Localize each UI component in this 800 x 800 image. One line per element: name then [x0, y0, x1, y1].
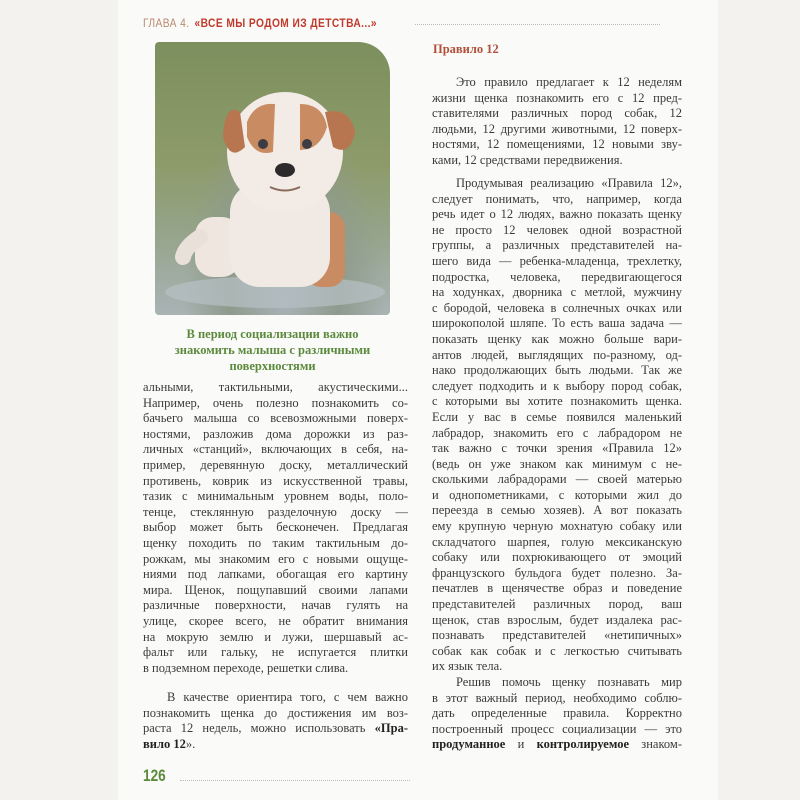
- text-line: [143, 396, 408, 412]
- text-segment: познавать представителей «нетипичных»: [432, 628, 682, 643]
- text-segment: в этот важный период, необходимо соблю-: [432, 690, 682, 705]
- page-number: 126: [143, 766, 166, 785]
- text-segment: на мокрую землю и лужи, шершавый ас-: [143, 629, 408, 644]
- left-column-paragraph-2: [143, 690, 408, 752]
- text-segment: жизни щенка познакомить его с 12 пред-: [432, 90, 682, 105]
- text-line: [432, 223, 682, 239]
- text-segment: группы, а различных представителей на-: [432, 238, 682, 253]
- text-line: [143, 552, 408, 568]
- text-line: [432, 75, 682, 91]
- text-segment: ниями под лапками, обогащая его картину: [143, 567, 408, 582]
- text-segment: переезда в семью хозяев). А вот показать: [432, 503, 682, 518]
- text-segment: Это правило предлагает к 12 неделям: [456, 75, 682, 89]
- caption-line: В период социализации важно: [186, 327, 359, 341]
- text-line: [432, 176, 682, 192]
- text-segment: (ведь он уже знаком как минимум с не-: [432, 456, 682, 471]
- text-segment: познакомить щенка до достижения им воз-: [143, 705, 408, 720]
- text-line: [143, 474, 408, 490]
- text-line: [432, 270, 682, 286]
- text-segment: Например, очень полезно познакомить со-: [143, 395, 408, 410]
- text-segment: В качестве ориентира того, с чем важно: [167, 690, 408, 704]
- text-segment: следует понимать, что, например, когда: [432, 191, 682, 206]
- text-line: [432, 519, 682, 535]
- section-heading: Правило 12: [433, 42, 499, 56]
- text-line: [432, 363, 682, 379]
- text-segment: речь идет о 12 людях, важно показать щенку: [432, 207, 682, 222]
- text-line: [432, 597, 682, 613]
- text-line: [432, 207, 682, 223]
- text-segment: представителей различных пород, ваш: [432, 597, 682, 612]
- text-segment: тазик с минимальным уровнем воды, поло-: [143, 489, 408, 504]
- text-line: [143, 721, 408, 737]
- right-paragraph-3: [432, 675, 682, 753]
- text-segment: и однопометниками, с которыми жил до: [432, 487, 682, 502]
- text-segment: мира. Щенок, пощупавший своими лапами: [143, 582, 408, 597]
- text-segment: дать определенные правила. Корректно: [432, 706, 682, 721]
- text-line: [143, 645, 408, 661]
- text-line: [432, 472, 682, 488]
- text-segment: Если у вас в семье появился маленький: [432, 409, 682, 424]
- text-segment: в подземном переходе, решетки слива.: [143, 660, 349, 675]
- bold-text: вило 12: [143, 736, 186, 751]
- text-line: [143, 411, 408, 427]
- text-line: [143, 630, 408, 646]
- chapter-number: ГЛАВА 4.: [143, 16, 190, 30]
- text-line: [432, 301, 682, 317]
- bold-text: «Пра-: [374, 721, 408, 736]
- text-segment: Продумывая реализацию «Правила 12»,: [456, 176, 682, 190]
- right-paragraph-1: [432, 75, 682, 169]
- photo-caption: [150, 326, 395, 374]
- text-line: [432, 441, 682, 457]
- text-line: [432, 192, 682, 208]
- text-line: [143, 567, 408, 583]
- text-segment: фальт или гальку, не испугается плитки: [143, 645, 408, 660]
- text-line: [432, 566, 682, 582]
- header-dotted-rule: [415, 24, 660, 25]
- text-line: [143, 520, 408, 536]
- text-segment: на ходунках, дворника с метлой, мужчину: [432, 285, 682, 300]
- text-segment: ».: [185, 736, 196, 751]
- text-segment: раста 12 недель, можно использовать: [143, 721, 375, 736]
- text-segment: ностями, разложив дома дорожки из раз-: [143, 426, 408, 441]
- text-line: [432, 644, 682, 660]
- text-segment: ками, 12 средствами передвижения.: [432, 152, 623, 167]
- text-line: [143, 505, 408, 521]
- text-segment: построенный процесс социализации — это: [432, 721, 682, 736]
- text-line: [143, 598, 408, 614]
- text-segment: собаку или похрюкивающего от эмоций: [432, 550, 682, 565]
- bulldog-puppy-photo: [155, 42, 390, 315]
- text-segment: не просто 12 человек одной возрастной: [432, 222, 682, 237]
- caption-line: знакомить малыша с различными: [174, 343, 371, 357]
- text-line: [432, 316, 682, 332]
- text-line: [432, 394, 682, 410]
- text-line: [143, 458, 408, 474]
- text-line: [432, 106, 682, 122]
- text-segment: подростка, человека, передвигающегося: [432, 269, 682, 284]
- text-line: [432, 348, 682, 364]
- text-line: [432, 581, 682, 597]
- text-line: [432, 737, 682, 753]
- text-line: [432, 91, 682, 107]
- text-line: [143, 583, 408, 599]
- text-segment: антов людей, выглядящих по-разному, од-: [432, 347, 682, 362]
- bold-text: контролируемое: [536, 737, 629, 752]
- text-segment: знаком-: [629, 737, 682, 752]
- text-line: [432, 691, 682, 707]
- text-line: [432, 254, 682, 270]
- footer-dotted-rule: [180, 780, 410, 781]
- text-segment: щенок, став взрослым, будет издалека рас-: [432, 612, 682, 627]
- text-line: [143, 427, 408, 443]
- chapter-title: «ВСЕ МЫ РОДОМ ИЗ ДЕТСТВА...»: [194, 16, 378, 30]
- text-line: [432, 332, 682, 348]
- text-line: [143, 706, 408, 722]
- text-line: [432, 628, 682, 644]
- bold-text: продуманное: [432, 737, 506, 752]
- text-segment: следует подходить и к выбору пород собак,: [432, 378, 682, 393]
- text-segment: французского бульдога будет полезно. За-: [432, 565, 682, 580]
- text-line: [432, 722, 682, 738]
- text-line: [432, 706, 682, 722]
- text-segment: щенку походить по таким тактильным до-: [143, 535, 408, 550]
- text-line: [143, 737, 408, 753]
- text-segment: выбор может быть бесконечен. Предлагая: [143, 520, 408, 535]
- text-line: [432, 659, 682, 675]
- text-segment: лабрадор, знакомить его с лабрадором не: [432, 425, 682, 440]
- text-segment: ностями, 12 помещениями, 12 новыми зву-: [432, 137, 682, 152]
- text-segment: с бородой, человека в солнечных очках или: [432, 300, 682, 315]
- text-segment: пример, деревянную доску, металлический: [143, 457, 408, 472]
- text-segment: печатлев в щенячестве образ и поведение: [432, 581, 682, 596]
- caption-line: поверхностями: [229, 359, 316, 373]
- text-segment: и: [505, 737, 537, 752]
- text-segment: людьми, 12 другими животными, 12 поверх-: [432, 121, 682, 136]
- text-segment: тенце, стеклянную разделочную доску —: [143, 504, 408, 519]
- text-line: [143, 614, 408, 630]
- text-line: [143, 442, 408, 458]
- text-segment: широкополой шляпе. То есть ваша задача —: [432, 316, 682, 331]
- text-line: [432, 550, 682, 566]
- text-segment: ставителями различных пород собак, 12: [432, 106, 682, 121]
- text-segment: различные поверхности, начав гулять на: [143, 598, 408, 613]
- text-line: [432, 613, 682, 629]
- text-segment: бачьего малыша со всевозможными поверх-: [143, 411, 408, 426]
- text-segment: складчатого шарпея, голую мексиканскую: [432, 534, 682, 549]
- text-line: [143, 536, 408, 552]
- text-segment: улице, скорее всего, не обратит внимания: [143, 613, 408, 628]
- text-line: [432, 426, 682, 442]
- text-segment: так важно с точки зрения «Правила 12»: [432, 441, 682, 456]
- text-line: [432, 137, 682, 153]
- text-line: [432, 675, 682, 691]
- text-line: [432, 457, 682, 473]
- text-segment: собак как собак и с легкостью считывать: [432, 643, 682, 658]
- text-line: [432, 238, 682, 254]
- text-segment: шего вида — ребенка-младенца, трехлетку,: [432, 253, 682, 268]
- text-line: [143, 489, 408, 505]
- text-segment: показать щенку как можно больше вари-: [432, 331, 682, 346]
- text-line: [432, 535, 682, 551]
- text-segment: их язык тела.: [432, 659, 503, 674]
- text-line: [432, 122, 682, 138]
- text-line: [432, 285, 682, 301]
- right-paragraph-2: [432, 176, 682, 675]
- text-line: [143, 661, 408, 677]
- text-segment: рожкам, мы знакомим его с новыми ощуще-: [143, 551, 408, 566]
- text-segment: личных «станций», включающих в себя, на-: [143, 442, 408, 457]
- text-line: [432, 503, 682, 519]
- text-segment: нако продолжающих быть людьми. Так же: [432, 363, 682, 378]
- text-segment: противень, коврик из искусственной травы,: [143, 473, 408, 488]
- text-line: [432, 379, 682, 395]
- text-segment: сколькими лабрадорами — своей матерью: [432, 472, 682, 487]
- left-column-text: [143, 380, 408, 676]
- text-line: [432, 410, 682, 426]
- text-line: [432, 488, 682, 504]
- text-segment: с которыми вы хотите познакомить щенка.: [432, 394, 682, 409]
- text-line: [143, 380, 408, 396]
- text-segment: Решив помочь щенку познавать мир: [456, 675, 682, 689]
- text-line: [143, 690, 408, 706]
- running-header: [143, 16, 377, 30]
- text-segment: ему крупную черную мохнатую собаку или: [432, 519, 682, 534]
- text-line: [432, 153, 682, 169]
- text-segment: альными, тактильными, акустическими...: [143, 380, 408, 394]
